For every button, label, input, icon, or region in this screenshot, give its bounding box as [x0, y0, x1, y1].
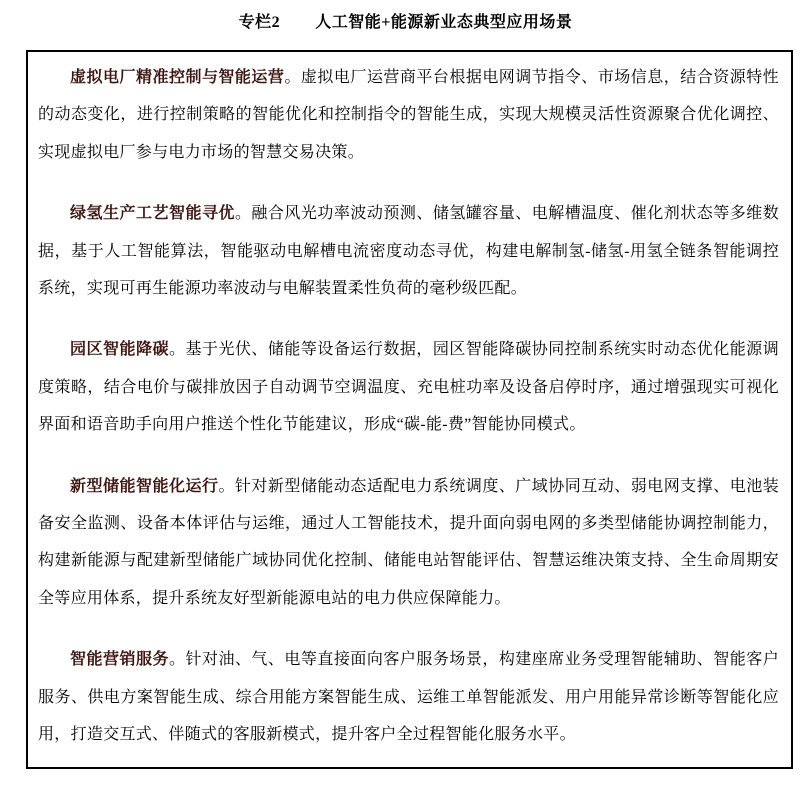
paragraph-body: 。虚拟电厂运营商平台根据电网调节指令、市场信息，结合资源特性的动态变化，进行控制策略的智能优化和控制指令的智能生成，实现大规模灵活性资源聚合优化调控、实现虚拟电厂参与电力市场的智慧交易决策。 — [38, 69, 779, 161]
paragraph-lead: 绿氢生产工艺智能寻优 — [70, 205, 235, 223]
paragraph-body: 。融合风光功率波动预测、储氢罐容量、电解槽温度、催化剂状态等多维数据，基于人工智能算法，智能驱动电解槽电流密度动态寻优，构建电解制氢-储氢-用氢全链条智能调控系统，实现可再生能源功率波动与电解装置柔性负荷的毫秒级匹配。 — [38, 205, 779, 298]
paragraph-lead: 新型储能智能化运行 — [70, 477, 219, 495]
column-title — [0, 0, 811, 32]
paragraph-park-carbon-reduction — [38, 331, 779, 443]
paragraph-lead: 智能营销服务 — [70, 651, 169, 669]
column-content-box — [26, 50, 793, 769]
column-title-label: 专栏2 — [238, 14, 281, 31]
paragraph-lead: 园区智能降碳 — [70, 341, 169, 359]
column-title-text: 人工智能+能源新业态典型应用场景 — [315, 14, 573, 31]
paragraph-new-energy-storage — [38, 468, 779, 618]
paragraph-body: 。针对油、气、电等直接面向客户服务场景，构建座席业务受理智能辅助、智能客户服务、供电方案智能生成、综合用能方案智能生成、运维工单智能派发、用户用能异常诊断等智能化应用，打造交互式、伴随式的客服新模式，提升客户全过程智能化服务水平。 — [38, 651, 779, 744]
paragraph-body: 。基于光伏、储能等设备运行数据，园区智能降碳协同控制系统实时动态优化能源调度策略，结合电价与碳排放因子自动调节空调温度、充电桩功率及设备启停时序，通过增强现实可视化界面和语音助手向用户推送个性化节能建议，形成“碳-能-费”智能协同模式。 — [38, 341, 779, 434]
paragraph-lead: 虚拟电厂精准控制与智能运营 — [70, 69, 285, 86]
paragraph-smart-marketing-service — [38, 641, 779, 753]
paragraph-green-hydrogen — [38, 195, 779, 307]
paragraph-body: 。针对新型储能动态适配电力系统调度、广域协同互动、弱电网支撑、电池装备安全监测、设备本体评估与运维，通过人工智能技术，提升面向弱电网的多类型储能协调控制能力，构建新能源与配建新型储能广域协同优化控制、储能电站智能评估、智慧运维决策支持、全生命周期安全等应用体系，提升系统友好型新能源电站的电力供应保障能力。 — [38, 477, 779, 607]
paragraph-virtual-power-plant — [38, 59, 779, 171]
